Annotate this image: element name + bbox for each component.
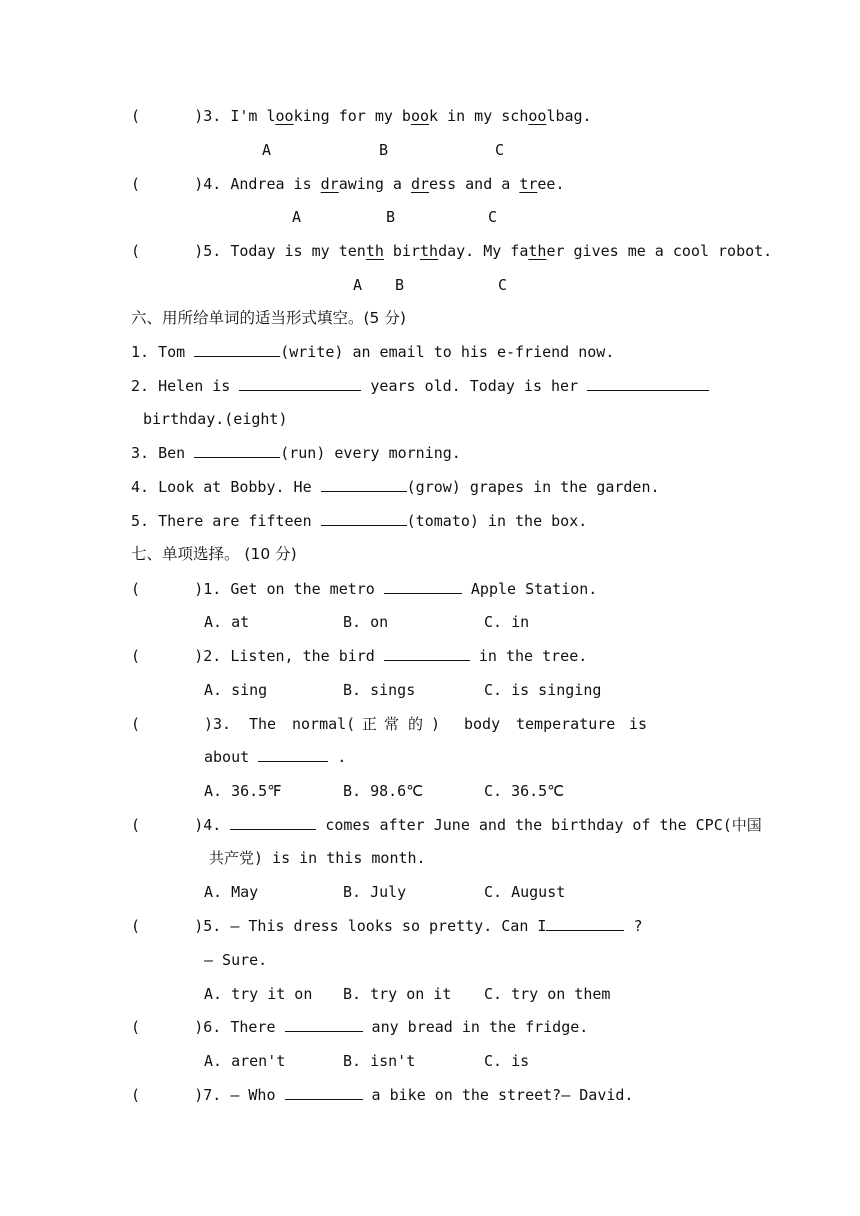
answer-paren[interactable]: ( )4. bbox=[131, 175, 222, 193]
option-a[interactable]: A. aren't bbox=[204, 1052, 286, 1070]
option-c[interactable]: C. 36.5℃ bbox=[484, 782, 565, 800]
answer-paren[interactable]: ( )5. bbox=[131, 242, 222, 260]
fill-question-4: 4. Look at Bobby. He (grow) grapes in the garden. bbox=[131, 478, 660, 496]
option-b[interactable]: B. sings bbox=[343, 681, 416, 699]
answer-blank[interactable] bbox=[321, 477, 407, 492]
question-word: 常 bbox=[384, 715, 400, 733]
option-b[interactable]: B. 98.6℃ bbox=[343, 782, 424, 800]
option-a[interactable]: A. try it on bbox=[204, 985, 313, 1003]
answer-paren[interactable]: ( )2. bbox=[131, 647, 222, 665]
choice-question-4: ( )4. comes after June and the birthday of the CPC(中国 bbox=[131, 816, 762, 834]
dialogue-reply: — Sure. bbox=[204, 951, 268, 969]
choice-question-4-continued: 共产党) is in this month. bbox=[209, 849, 426, 867]
option-b[interactable]: B. try on it bbox=[343, 985, 452, 1003]
answer-paren[interactable]: ( )5. bbox=[131, 917, 222, 935]
answer-blank[interactable] bbox=[239, 376, 361, 391]
choice-question-6: ( )6. There any bread in the fridge. bbox=[131, 1018, 589, 1036]
option-b[interactable]: B. July bbox=[343, 883, 407, 901]
question-word: body bbox=[464, 715, 501, 733]
fill-question-3: 3. Ben (run) every morning. bbox=[131, 444, 461, 462]
answer-paren[interactable]: ( )6. bbox=[131, 1018, 222, 1036]
option-label-a: A bbox=[262, 141, 272, 159]
question-word: normal( bbox=[292, 715, 356, 733]
fill-question-2: 2. Helen is years old. Today is her bbox=[131, 376, 709, 396]
fill-question-2-continued: birthday.(eight) bbox=[143, 410, 288, 428]
option-a[interactable]: A. sing bbox=[204, 681, 268, 699]
section-7-title: 七、单项选择。 (10 分) bbox=[131, 545, 297, 563]
choice-question-3-paren-close[interactable]: )3. bbox=[204, 715, 232, 733]
answer-blank bbox=[285, 1017, 363, 1032]
choice-question-3-continued: about . bbox=[204, 748, 347, 766]
option-label-c: C bbox=[488, 208, 498, 226]
section-6-title: 六、用所给单词的适当形式填空。(5 分) bbox=[131, 309, 406, 327]
answer-blank[interactable] bbox=[321, 511, 407, 526]
answer-blank bbox=[285, 1085, 363, 1100]
phonics-question-5: ( )5. Today is my tenth birthday. My father gives me a cool robot. bbox=[131, 242, 773, 260]
option-c[interactable]: C. try on them bbox=[484, 985, 611, 1003]
answer-blank bbox=[230, 815, 316, 830]
option-c[interactable]: C. in bbox=[484, 613, 530, 631]
choice-question-1: ( )1. Get on the metro Apple Station. bbox=[131, 580, 598, 598]
choice-question-5: ( )5. — This dress looks so pretty. Can I ? bbox=[131, 917, 643, 935]
option-c[interactable]: C. August bbox=[484, 883, 566, 901]
answer-blank bbox=[546, 916, 624, 931]
answer-blank bbox=[384, 579, 462, 594]
option-label-b: B bbox=[379, 141, 389, 159]
question-word: The bbox=[249, 715, 277, 733]
option-a[interactable]: A. at bbox=[204, 613, 250, 631]
question-word: temperature bbox=[516, 715, 616, 733]
option-label-b: B bbox=[395, 276, 405, 294]
question-word: 的 bbox=[408, 715, 424, 733]
question-word: ) bbox=[431, 715, 441, 733]
option-label-a: A bbox=[353, 276, 363, 294]
answer-paren[interactable]: ( )4. bbox=[131, 816, 222, 834]
option-c[interactable]: C. is bbox=[484, 1052, 530, 1070]
answer-paren[interactable]: ( )1. bbox=[131, 580, 222, 598]
choice-question-2: ( )2. Listen, the bird in the tree. bbox=[131, 647, 588, 665]
choice-question-7: ( )7. — Who a bike on the street?— David. bbox=[131, 1086, 634, 1104]
option-label-c: C bbox=[495, 141, 505, 159]
option-label-a: A bbox=[292, 208, 302, 226]
phonics-question-4: ( )4. Andrea is drawing a dress and a tree. bbox=[131, 175, 565, 193]
option-a[interactable]: A. 36.5℉ bbox=[204, 782, 282, 800]
option-label-c: C bbox=[498, 276, 508, 294]
answer-paren[interactable]: ( )7. bbox=[131, 1086, 222, 1104]
option-a[interactable]: A. May bbox=[204, 883, 259, 901]
answer-blank bbox=[258, 747, 328, 762]
phonics-question-3: ( )3. I'm looking for my book in my schoolbag. bbox=[131, 107, 592, 125]
fill-question-1: 1. Tom (write) an email to his e-friend now. bbox=[131, 343, 615, 361]
answer-blank bbox=[384, 646, 470, 661]
option-b[interactable]: B. on bbox=[343, 613, 389, 631]
answer-blank[interactable] bbox=[194, 342, 280, 357]
option-c[interactable]: C. is singing bbox=[484, 681, 602, 699]
option-b[interactable]: B. isn't bbox=[343, 1052, 416, 1070]
choice-question-3-paren-open[interactable]: ( bbox=[131, 715, 141, 733]
answer-blank[interactable] bbox=[194, 443, 280, 458]
answer-blank[interactable] bbox=[587, 376, 709, 391]
answer-paren[interactable]: ( )3. bbox=[131, 107, 222, 125]
question-word: 正 bbox=[362, 715, 378, 733]
option-label-b: B bbox=[386, 208, 396, 226]
question-word: is bbox=[629, 715, 648, 733]
fill-question-5: 5. There are fifteen (tomato) in the box. bbox=[131, 512, 588, 530]
